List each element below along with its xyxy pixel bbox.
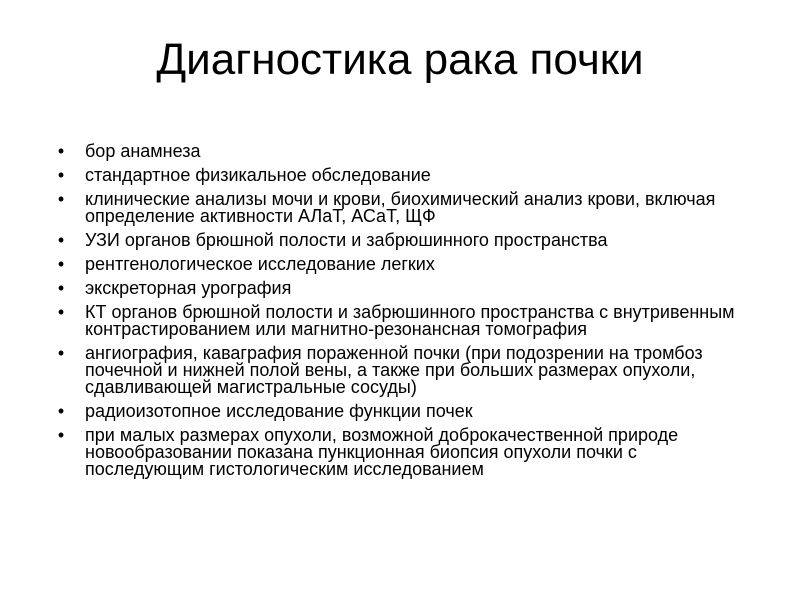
bullet-icon: • bbox=[57, 425, 65, 445]
slide-title: Диагностика рака почки bbox=[156, 35, 644, 84]
list-item bbox=[52, 143, 752, 160]
list-item-text: клинические анализы мочи и крови, биохимический анализ крови, включая определение активности АЛаТ, АСаТ, ЩФ bbox=[85, 189, 716, 226]
list-item bbox=[52, 191, 752, 225]
list-item bbox=[52, 232, 752, 249]
bullet-icon: • bbox=[57, 230, 65, 250]
bullet-icon: • bbox=[57, 278, 65, 298]
bullet-icon: • bbox=[57, 254, 65, 274]
list-item bbox=[52, 403, 752, 420]
list-item bbox=[52, 427, 752, 478]
list-item-text: рентгенологическое исследование легких bbox=[85, 254, 435, 274]
list-item-text: УЗИ органов брюшной полости и забрюшинного пространства bbox=[85, 230, 608, 250]
list-item-text: бор анамнеза bbox=[85, 141, 201, 161]
bullet-icon: • bbox=[57, 302, 65, 322]
list-item bbox=[52, 345, 752, 396]
list-item-text: КТ органов брюшной полости и забрюшинного пространства с внутривенным контрастированием или магнитно-резонансная томография bbox=[85, 302, 735, 339]
list-item-text: стандартное физикальное обследование bbox=[85, 165, 431, 185]
bullet-icon: • bbox=[57, 401, 65, 421]
list-item-text: ангиография, каваграфия пораженной почки (при подозрении на тромбоз почечной и нижней полой вены, а также при больших размерах опухоли, сдавливающей магистральные сосуды) bbox=[85, 343, 703, 397]
bullet-icon: • bbox=[57, 141, 65, 161]
bullet-icon: • bbox=[57, 165, 65, 185]
list-item bbox=[52, 304, 752, 338]
bullet-icon: • bbox=[57, 343, 65, 363]
list-item bbox=[52, 167, 752, 184]
list-item-text: радиоизотопное исследование функции почек bbox=[85, 401, 473, 421]
bullet-icon: • bbox=[57, 189, 65, 209]
list-item-text: при малых размерах опухоли, возможной доброкачественной природе новообразовании показана пункционная биопсия опухоли почки с последующим гистологическим исследованием bbox=[85, 425, 679, 479]
list-item-text: экскреторная урография bbox=[85, 278, 292, 298]
list-item bbox=[52, 280, 752, 297]
list-item bbox=[52, 256, 752, 273]
bullet-list bbox=[52, 143, 752, 485]
